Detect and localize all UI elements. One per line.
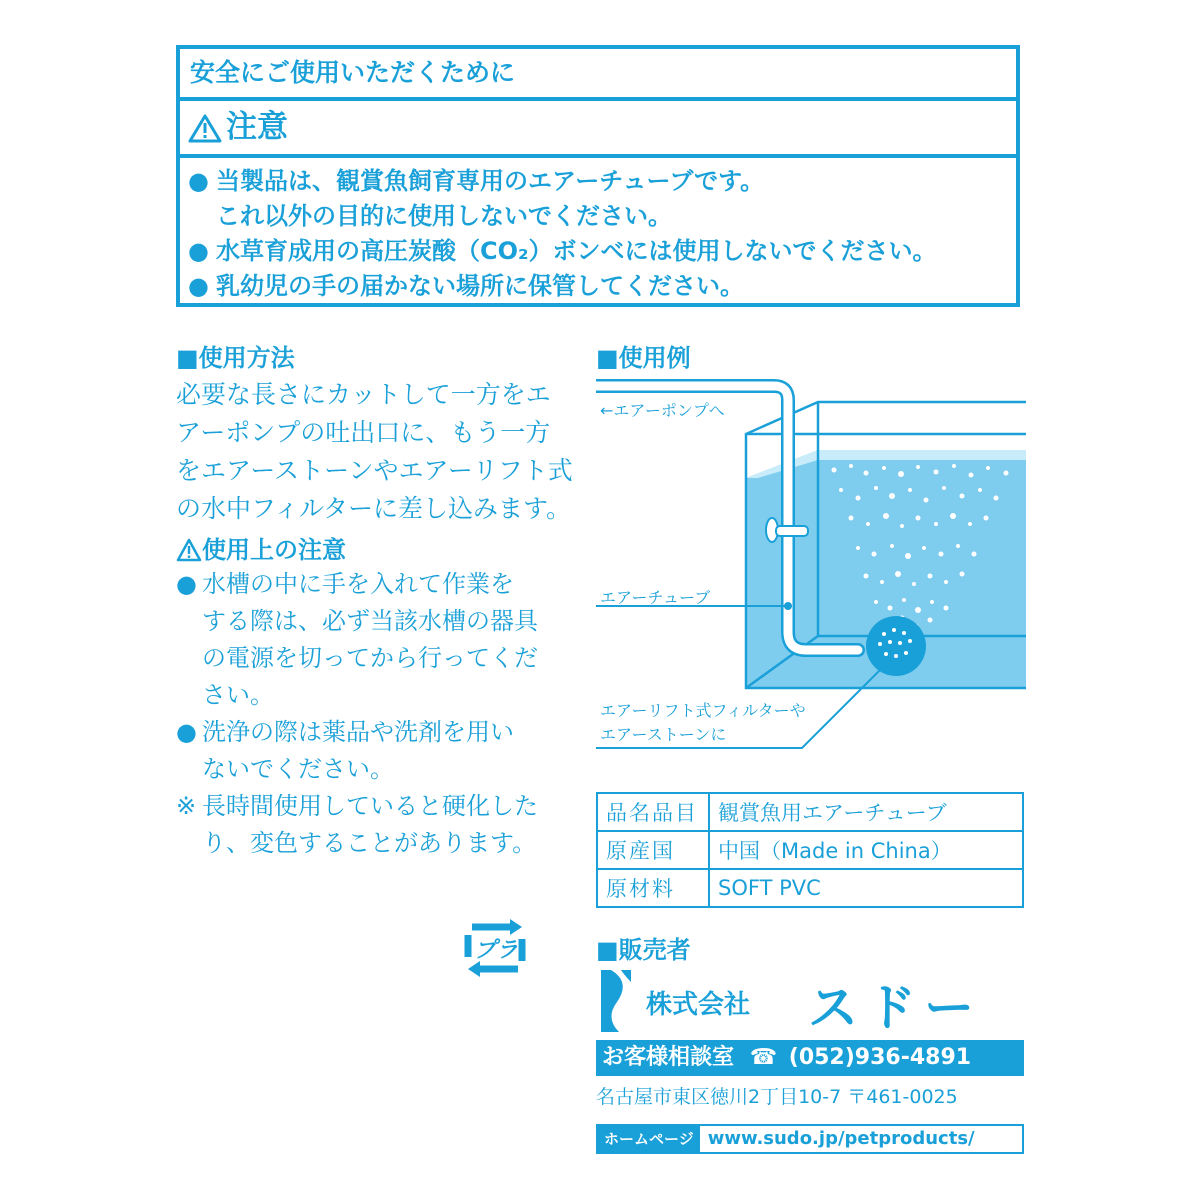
caution-item-continued: ないでください。 — [202, 755, 394, 783]
cautions-heading: 使用上の注意 — [202, 536, 346, 564]
table-value: 観賞魚用エアーチューブ — [709, 793, 1023, 831]
company-name-logo: スドー — [808, 979, 982, 1037]
bullet-icon: ● — [188, 167, 209, 195]
phone-number[interactable]: (052)936-4891 — [788, 1045, 972, 1070]
seller-heading: ■販売者 — [596, 936, 691, 964]
label-to-pump: ←エアーポンプへ — [600, 401, 725, 420]
usage-line: の水中フィルターに差し込みます。 — [176, 494, 572, 523]
cautions-heading-row — [176, 535, 346, 565]
table-value: SOFT PVC — [709, 869, 1023, 907]
usage-line: をエアーストーンやエアーリフト式 — [176, 456, 573, 485]
recycle-pla-text: プラ — [474, 938, 519, 963]
warning-list — [180, 158, 1016, 304]
table-key: 原材料 — [597, 869, 709, 907]
label-air-tube: エアーチューブ — [600, 588, 711, 607]
sudo-logo-icon — [597, 968, 633, 1034]
phone-bar — [596, 1040, 1024, 1076]
caution-note-continued: り、変色することがあります。 — [202, 829, 537, 857]
table-row — [597, 831, 1023, 869]
air-stone-icon — [866, 616, 926, 676]
warning-title: 安全にご使用いただくために — [180, 49, 1016, 101]
usage-text — [176, 376, 573, 528]
table-key: 原産国 — [597, 831, 709, 869]
note-mark: ※ — [176, 792, 197, 820]
table-row — [597, 869, 1023, 907]
warning-item: ● 水草育成用の高圧炭酸（CO₂）ボンベには使用しないでください。 — [188, 234, 1016, 269]
homepage-url[interactable]: www.sudo.jp/petproducts/ — [707, 1128, 975, 1149]
warning-item-continued: これ以外の目的に使用しないでください。 — [216, 202, 672, 230]
example-heading: ■使用例 — [596, 344, 691, 372]
caution-note: ※ 長時間使用していると硬化した — [176, 788, 538, 825]
bullet-icon: ● — [176, 718, 197, 746]
caution-item: ● 水槽の中に手を入れて作業を — [176, 566, 538, 603]
recycle-pla-mark — [458, 913, 532, 983]
caution-item-continued: する際は、必ず当該水槽の器具 — [202, 607, 538, 635]
usage-line: 必要な長さにカットして一方をエ — [176, 380, 551, 409]
usage-heading: ■使用方法 — [176, 344, 295, 372]
usage-line: アーポンプの吐出口に、もう一方 — [176, 418, 551, 447]
warning-triangle-icon — [176, 538, 202, 562]
company-type: 株式会社 — [646, 990, 751, 1020]
caution-item-continued: の電源を切ってから行ってくだ — [202, 644, 538, 672]
caution-item: ● 洗浄の際は薬品や洗剤を用い — [176, 714, 538, 751]
cautions-list — [176, 566, 538, 862]
phone-label: お客様相談室 — [602, 1045, 735, 1070]
homepage-box — [596, 1124, 1024, 1154]
bullet-icon: ● — [188, 237, 209, 265]
warning-item: ● 乳幼児の手の届かない場所に保管してください。 — [188, 269, 1016, 304]
label-filter-line1: エアーリフト式フィルターや — [600, 701, 806, 720]
bullet-icon: ● — [188, 272, 209, 300]
table-key: 品名品目 — [597, 793, 709, 831]
bullet-icon: ● — [176, 570, 197, 598]
warning-heading: 注意 — [226, 109, 288, 145]
phone-icon: ☎ — [749, 1045, 778, 1070]
homepage-label: ホームページ — [598, 1126, 700, 1152]
warning-item: ● 当製品は、観賞魚飼育専用のエアーチューブです。 — [188, 164, 1016, 199]
caution-item-continued: さい。 — [202, 681, 274, 709]
warning-box — [176, 45, 1020, 307]
address: 名古屋市東区徳川2丁目10-7 〒461-0025 — [596, 1086, 958, 1108]
table-value: 中国（Made in China） — [709, 831, 1023, 869]
product-info-table — [596, 792, 1024, 908]
warning-heading-row — [180, 101, 1016, 158]
label-filter-line2: エアーストーンに — [600, 725, 727, 744]
warning-triangle-icon — [188, 113, 222, 143]
table-row — [597, 793, 1023, 831]
